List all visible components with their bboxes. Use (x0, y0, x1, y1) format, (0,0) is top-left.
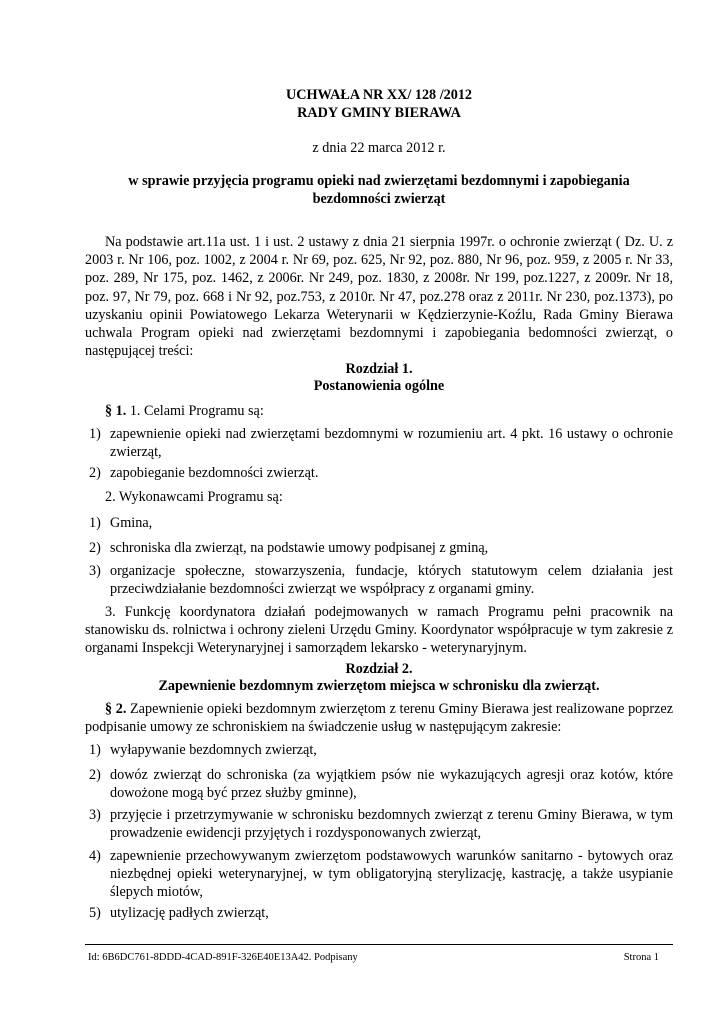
paragraph-1-point-3: 3. Funkcję koordynatora działań podejmowanych w ramach Programu pełni pracownik na stanowisku ds. rolnictwa i ochrony zieleni Urzędu Gminy. Koordynator współpracuje w tym zakresie z organami Inspekcji Weterynaryjnej i samorządem lekarsko - weterynaryjnym. (85, 604, 673, 657)
list-item: 5) utylizację padłych zwierząt, (89, 905, 269, 921)
chapter-2-title: Zapewnienie bezdomnym zwierzętom miejsca w schronisku dla zwierząt. (158, 678, 600, 694)
list-item: 2) dowóz zwierząt do schroniska (za wyjątkiem psów nie wykazujących agresji oraz kotów, które dowożone mogą być przez służby gminne), (89, 767, 673, 802)
paragraph-1-point-2: 2. Wykonawcami Programu są: (105, 489, 283, 505)
list-item: 1) wyłapywanie bezdomnych zwierząt, (89, 742, 317, 758)
footer-divider (85, 944, 673, 945)
list-item: 1) Gmina, (89, 515, 153, 531)
resolution-title: UCHWAŁA NR XX/ 128 /2012 (285, 87, 473, 103)
subject-line-2: bezdomności zwierząt (312, 191, 446, 207)
paragraph-1-point-1: 1. Celami Programu są: (129, 403, 264, 419)
document-id: Id: 6B6DC761-8DDD-4CAD-891F-326E40E13A42. Podpisany (88, 952, 358, 963)
list-item: 1) zapewnienie opieki nad zwierzętami bezdomnymi w rozumieniu art. 4 pkt. 16 ustawy o ochronie zwierząt, (89, 426, 673, 461)
preamble: Na podstawie art.11a ust. 1 i ust. 2 ustawy z dnia 21 sierpnia 1997r. o ochronie zwierząt ( Dz. U. z 2003 r. Nr 106, poz. 1002, z 2004 r. Nr 69, poz. 625, Nr 92, poz. 880, Nr 96, poz. 959, z 2005 r. Nr 33, poz. 289, Nr 175, poz. 1462, z 2006r. Nr 249, poz. 1830, z 2008r. Nr 199, poz.1227, z 2009r. Nr 18, poz. 97, Nr 79, poz. 668 i Nr 92, poz.753, z 2010r. Nr 47, poz.278 oraz z 2011r. Nr 230, poz.1373), po uzyskaniu opinii Powiatowego Lekarza Weterynarii w Kędzierzynie-Koźlu, Rada Gminy Bierawa uchwala Program opieki nad zwierzętami bezdomnymi i zapobiegania bedomności zwierząt, o następującej treści: (85, 234, 673, 360)
page-number: Strona 1 (623, 952, 659, 963)
chapter-1-title: Postanowienia ogólne (313, 378, 445, 394)
list-item: 4) zapewnienie przechowywanym zwierzętom podstawowych warunków sanitarno - bytowych oraz niezbędnej opieki weterynaryjnej, w tym obligatoryjną sterylizację, kastrację, a także usypianie ślepych miotów, (89, 848, 673, 901)
paragraph-2-intro: § 2. Zapewnienie opieki bezdomnym zwierzętom z terenu Gminy Bierawa jest realizowane poprzez podpisanie umowy ze schroniskiem na świadczenie usług w następującym zakresie: (85, 701, 673, 736)
paragraph-mark: § 2. (105, 701, 127, 717)
list-item: 2) schroniska dla zwierząt, na podstawie umowy podpisanej z gminą, (89, 540, 489, 556)
resolution-date: z dnia 22 marca 2012 r. (312, 140, 446, 156)
council-name: RADY GMINY BIERAWA (297, 105, 461, 121)
subject-line-1: w sprawie przyjęcia programu opieki nad zwierzętami bezdomnymi i zapobiegania (128, 173, 630, 189)
paragraph-mark: § 1. (105, 403, 127, 419)
chapter-1-heading: Rozdział 1. (345, 361, 413, 377)
list-item: 3) przyjęcie i przetrzymywanie w schronisku bezdomnych zwierząt z terenu Gminy Bierawa, w tym prowadzenie ewidencji przyjętych i rozdysponowanych zwierząt, (89, 807, 673, 842)
paragraph-1-intro (105, 402, 264, 420)
list-item: 3) organizacje społeczne, stowarzyszenia, fundacje, których statutowym celem działania jest przeciwdziałanie bezdomności zwierząt we współpracy z organami gminy. (89, 563, 673, 598)
list-item: 2) zapobieganie bezdomności zwierząt. (89, 465, 319, 481)
chapter-2-heading: Rozdział 2. (345, 661, 413, 677)
